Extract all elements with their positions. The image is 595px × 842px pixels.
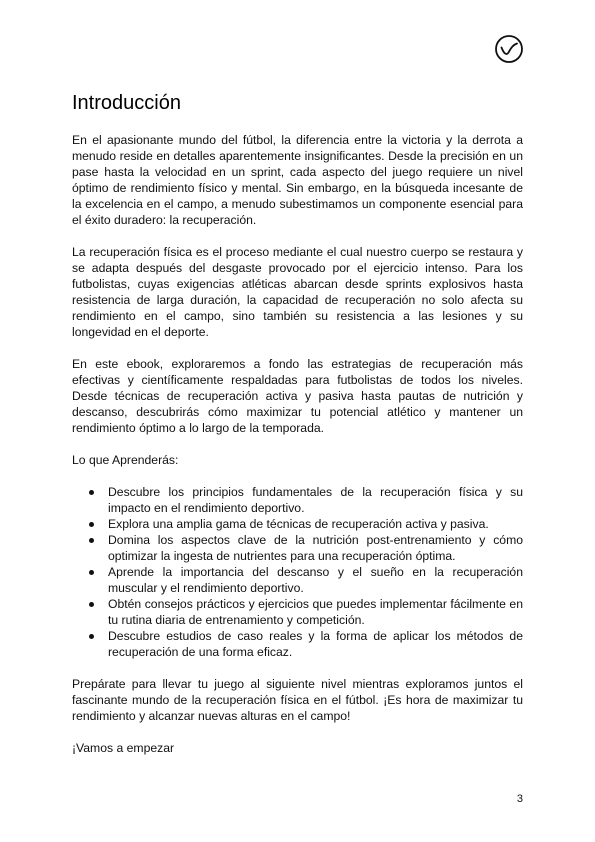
- list-item-text: Obtén consejos prácticos y ejercicios que puedes implementar fácilmente en tu rutina diaria de entrenamiento y competición.: [108, 597, 523, 627]
- list-item: [72, 532, 523, 564]
- learning-list: [72, 484, 523, 660]
- list-item-text: Domina los aspectos clave de la nutrición post-entrenamiento y cómo optimizar la ingesta de nutrientes para una recuperación óptima.: [108, 533, 523, 563]
- intro-paragraph-3: En este ebook, exploraremos a fondo las estrategias de recuperación más efectivas y científicamente respaldadas para futbolistas de todos los niveles. Desde técnicas de recuperación activa y pasiva hasta pautas de nutrición y descanso, descubrirás cómo maximizar tu potencial atlético y mantener un rendimiento óptimo a lo largo de la temporada.: [72, 357, 523, 435]
- bullet-icon: [89, 634, 94, 639]
- bullet-icon: [89, 490, 94, 495]
- bullet-icon: [89, 522, 94, 527]
- bullet-icon: [89, 602, 94, 607]
- list-item-text: Explora una amplia gama de técnicas de recuperación activa y pasiva.: [108, 517, 489, 531]
- bullet-icon: [89, 570, 94, 575]
- list-item-text: Descubre estudios de caso reales y la forma de aplicar los métodos de recuperación de una forma eficaz.: [108, 629, 523, 659]
- list-item-text: Descubre los principios fundamentales de la recuperación física y su impacto en el rendimiento deportivo.: [108, 485, 523, 515]
- closing-paragraph: Prepárate para llevar tu juego al siguiente nivel mientras exploramos juntos el fascinante mundo de la recuperación física en el fútbol. ¡Es hora de maximizar tu rendimiento y alcanzar nuevas alturas en el campo!: [72, 677, 523, 723]
- page-title: Introducción: [72, 92, 181, 114]
- bullet-icon: [89, 538, 94, 543]
- list-item: [72, 484, 523, 516]
- intro-paragraph-2: La recuperación física es el proceso mediante el cual nuestro cuerpo se restaura y se adapta después del desgaste provocado por el ejercicio intenso. Para los futbolistas, cuyas exigencias atléticas abarcan desde sprints explosivos hasta resistencia de larga duración, la capacidad de recuperación no solo afecta su rendimiento en el campo, sino también su resistencia a las lesiones y su longevidad en el deporte.: [72, 245, 523, 339]
- list-heading: Lo que Aprenderás:: [72, 453, 179, 467]
- page-number: 3: [516, 793, 523, 805]
- list-item: [72, 596, 523, 628]
- closing-line: ¡Vamos a empezar: [72, 741, 175, 755]
- logo-check-icon: [494, 34, 524, 64]
- intro-paragraph-1: En el apasionante mundo del fútbol, la diferencia entre la victoria y la derrota a menudo reside en detalles aparentemente insignificantes. Desde la precisión en un pase hasta la velocidad en un sprint, cada aspecto del juego requiere un nivel óptimo de rendimiento físico y mental. Sin embargo, en la búsqueda incesante de la excelencia en el campo, a menudo subestimamos un componente esencial para el éxito duradero: la recuperación.: [72, 133, 523, 227]
- list-item: [72, 564, 523, 596]
- body-content: [72, 132, 523, 772]
- list-item: [72, 628, 523, 660]
- circle-check-wave-icon: [494, 34, 524, 64]
- list-item: [72, 516, 523, 532]
- list-item-text: Aprende la importancia del descanso y el sueño en la recuperación muscular y el rendimiento deportivo.: [108, 565, 523, 595]
